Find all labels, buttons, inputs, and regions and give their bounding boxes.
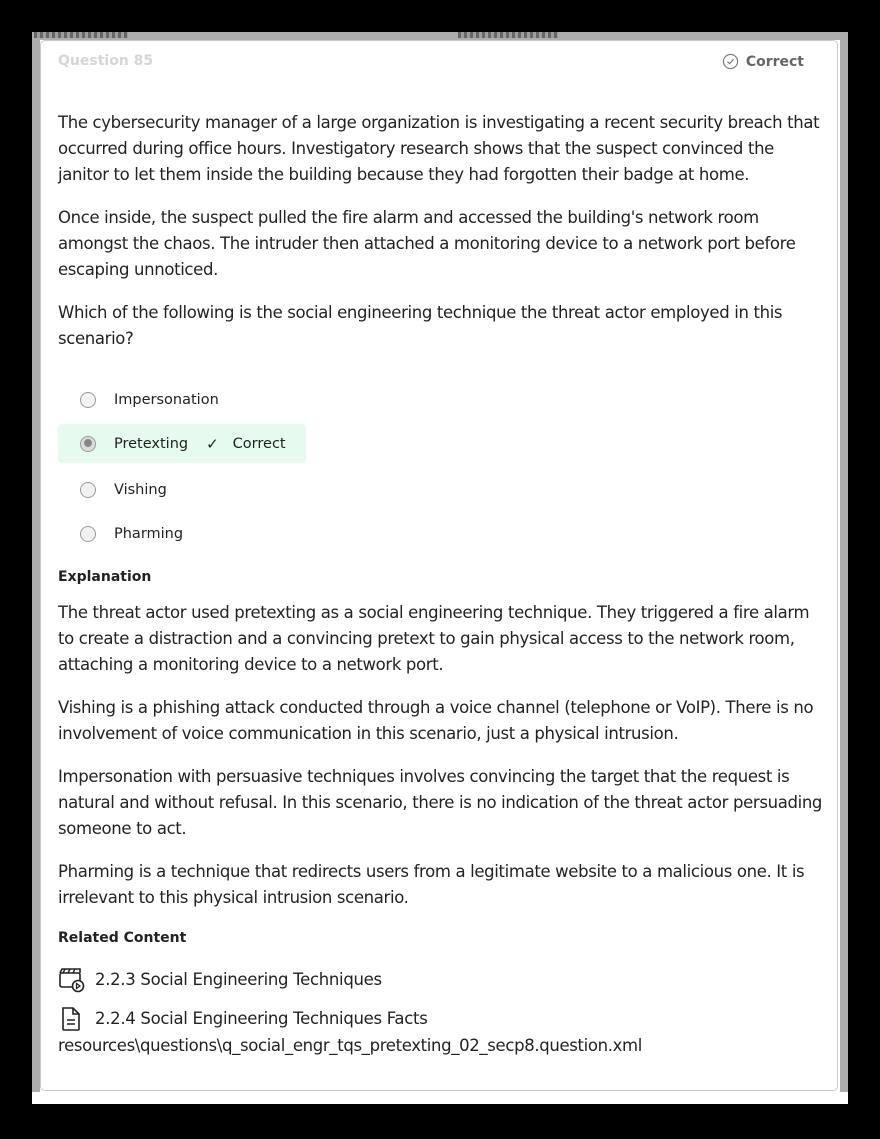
explanation-paragraph: Vishing is a phishing attack conducted through a voice channel (telephone or VoIP). There is no involvement of voice communication in this scenario, just a physical intrusion. xyxy=(58,698,814,743)
option-label: Vishing xyxy=(114,482,167,498)
question-text xyxy=(58,110,828,369)
option-pharming[interactable] xyxy=(58,512,828,556)
related-link-document[interactable] xyxy=(58,999,828,1038)
answer-options xyxy=(58,378,828,556)
option-pretexting[interactable] xyxy=(58,424,306,463)
frame-right-border xyxy=(840,32,848,1092)
related-link-label[interactable]: 2.2.4 Social Engineering Techniques Facts xyxy=(95,1009,428,1028)
explanation-paragraph: Impersonation with persuasive techniques involves convincing the target that the request is natural and without refusal. In this scenario, there is no indication of the threat actor persuading someone to act. xyxy=(58,767,823,838)
frame-left-border xyxy=(32,32,40,1092)
video-clapper-icon xyxy=(58,967,86,993)
radio-button[interactable] xyxy=(80,526,96,542)
question-paragraph: The cybersecurity manager of a large organization is investigating a recent security breach that occurred during office hours. Investigatory research shows that the suspect convinced the janitor to let them inside the building because they had forgotten their badge at home. xyxy=(58,113,820,184)
explanation-paragraph: The threat actor used pretexting as a social engineering technique. They triggered a fire alarm to create a distraction and a convincing pretext to gain physical access to the network room, attaching a monitoring device to a network port. xyxy=(58,603,810,674)
header-artifact-left xyxy=(34,32,128,38)
option-label: Pharming xyxy=(114,526,184,542)
frame-top-border xyxy=(32,32,848,40)
question-status xyxy=(722,53,804,70)
related-link-video[interactable] xyxy=(58,960,828,999)
status-label: Correct xyxy=(745,53,804,70)
related-content-heading: Related Content xyxy=(58,930,187,946)
option-label: Pretexting xyxy=(114,435,189,452)
explanation-text xyxy=(58,600,828,928)
radio-button-selected[interactable] xyxy=(80,436,96,452)
resource-path: resources\questions\q_social_engr_tqs_pretexting_02_secp8.question.xml xyxy=(58,1036,642,1055)
header-artifact-center xyxy=(458,32,558,38)
related-link-label[interactable]: 2.2.3 Social Engineering Techniques xyxy=(95,970,382,989)
option-impersonation[interactable] xyxy=(58,378,828,422)
radio-button[interactable] xyxy=(80,392,96,408)
radio-button[interactable] xyxy=(80,482,96,498)
option-vishing[interactable] xyxy=(58,468,828,512)
explanation-paragraph: Pharming is a technique that redirects users from a legitimate website to a malicious one. It is irrelevant to this physical intrusion scenario. xyxy=(58,862,805,907)
explanation-heading: Explanation xyxy=(58,569,152,585)
question-prompt: Which of the following is the social engineering technique the threat actor employed in this scenario? xyxy=(58,303,783,348)
document-icon xyxy=(58,1006,86,1032)
option-feedback: Correct xyxy=(232,435,286,452)
checkmark-icon: ✓ xyxy=(206,434,219,453)
question-number: Question 85 xyxy=(58,53,154,69)
related-content xyxy=(58,960,828,1055)
question-paragraph: Once inside, the suspect pulled the fire alarm and accessed the building's network room amongst the chaos. The intruder then attached a monitoring device to a network port before escaping unnoticed. xyxy=(58,208,796,279)
check-circle-icon xyxy=(722,53,739,70)
option-label: Impersonation xyxy=(114,392,219,408)
